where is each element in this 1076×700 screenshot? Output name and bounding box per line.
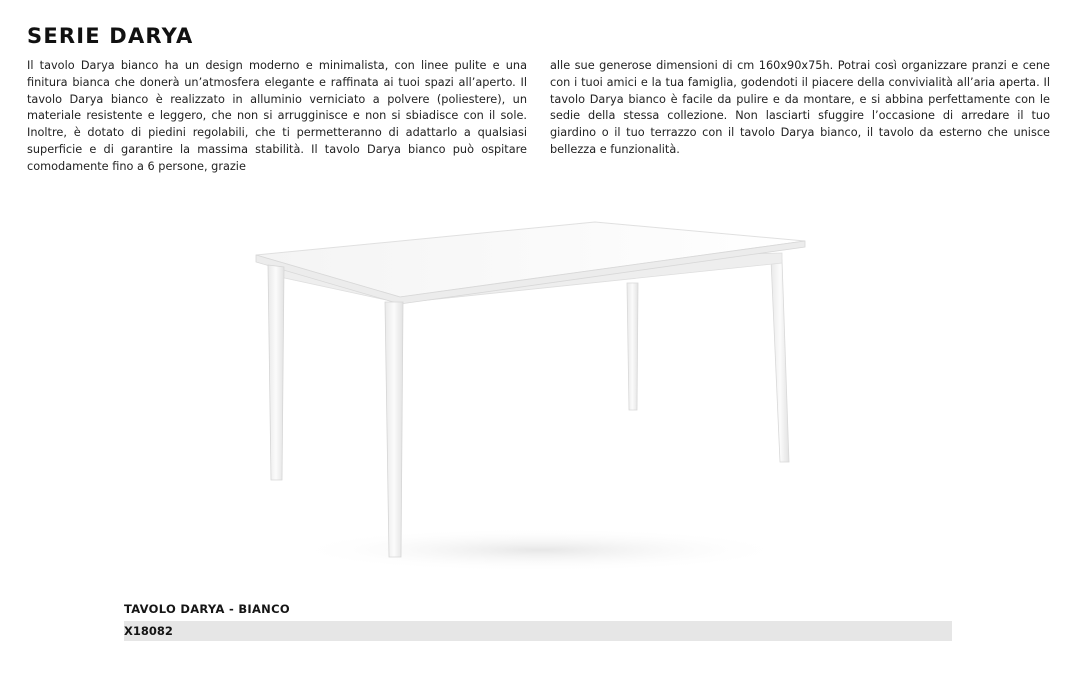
table-leg-front-right — [385, 302, 403, 557]
description-left-column: Il tavolo Darya bianco ha un design moderno e minimalista, con linee pulite e una finitura bianca che donerà un’atmosfera elegante e raffinata ai tuoi spazi all’aperto. Il tavolo Darya bianco è realizzato in alluminio verniciato a polvere (poliestere), un materiale resistente e leggero, che non si arrugginisce e non si sbiadisce con il sole. Inoltre, è dotato di piedini regolabili, che ti permetteranno di adattarlo a qualsiasi superficie e di garantire la massima stabilità. Il tavolo Darya bianco può ospitare comodamente fino a 6 persone, grazie — [27, 59, 527, 173]
table-product-image — [240, 205, 830, 585]
product-name: TAVOLO DARYA - BIANCO — [124, 602, 290, 616]
table-leg-back-right — [771, 260, 789, 462]
product-code: X18082 — [124, 624, 173, 638]
page-title: SERIE DARYA — [27, 24, 194, 48]
product-code-row — [124, 621, 952, 641]
description-right-column: alle sue generose dimensioni di cm 160x90x75h. Potrai così organizzare pranzi e cene con i tuoi amici e la tua famiglia, godendoti il piacere della convivialità all’aria aperta. Il tavolo Darya bianco è facile da pulire e da montare, e si abbina perfettamente con le sedie della stessa collezione. Non lasciarti sfuggire l’occasione di arredare il tuo giardino o il tuo terrazzo con il tavolo Darya bianco, il tavolo da esterno che unisce bellezza e funzionalità. — [550, 59, 1050, 156]
floor-shadow — [290, 528, 790, 572]
table-leg-front-left — [268, 265, 284, 480]
table-leg-back-left — [627, 283, 638, 410]
